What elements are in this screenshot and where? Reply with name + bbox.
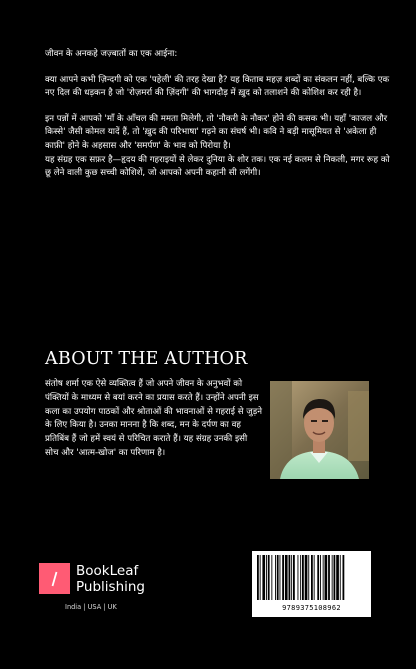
author-bio: संतोष शर्मा एक ऐसे व्यक्तित्व हैं जो अपने जीवन के अनुभवों को पंक्तियों के माध्यम से बयां करने का प्रयास करते हैं। उन्होंने अपनी इस कला का उपयोग पाठकों और श्रोताओं की भावनाओं से गहराई से जुड़ने के लिए किया है। उनका मानना है कि शब्द, मन के दर्पण का वह प्रतिबिंब हैं जो हमें स्वयं से परिचित कराते हैं। यह संग्रह उनकी इसी सोच और 'आत्म-खोज' का परिणाम है। [45, 379, 262, 458]
barcode-bar [260, 555, 261, 600]
blurb-paragraph-1: क्या आपने कभी ज़िन्दगी को एक 'पहेली' की तरह देखा है? यह किताब महज़ शब्दों का संकलन नहीं, बल्कि एक नए दिल की धड़कन है जो 'रोज़मर्रा की ज़िंदगी' की भागदौड़ में ख़ुद को तलाशने की कोशिश कर रही है। [45, 74, 390, 99]
blurb-paragraph-2: इन पन्नों में आपको 'माँ के आँचल की ममता मिलेगी, तो 'नौकरी के नौकर' होने की कसक भी। यहाँ 'काजल और किस्से' जैसी कोमल यादें हैं, तो 'ख़ुद की परिभाषा' गढ़ने का संघर्ष भी। कवि ने बड़ी मासूमियत से 'अकेला ही काफ़ी' होने के अहसास और 'समर्पण' के भाव को पिरोया है। [45, 113, 388, 151]
barcode-bar [285, 555, 288, 600]
back-cover-blurb [45, 48, 390, 181]
publisher-name-line-1: BookLeaf [76, 563, 139, 579]
author-photo [270, 381, 369, 479]
publisher-regions: India | USA | UK [65, 603, 117, 611]
barcode-bar [271, 555, 272, 600]
barcode-bar [323, 555, 324, 600]
barcode-bar [293, 555, 295, 600]
barcode-bar [336, 555, 339, 600]
publisher-name-line-2: Publishing [76, 579, 145, 595]
barcode-bar [302, 555, 304, 600]
barcode-bar [317, 555, 319, 600]
barcode-bar [332, 555, 333, 600]
barcode-bar [328, 555, 330, 600]
barcode-bar [334, 555, 336, 600]
barcode-bar [320, 555, 321, 600]
barcode-bar [268, 555, 270, 600]
barcode-bar [282, 555, 284, 600]
barcode-bar [280, 555, 281, 600]
blurb-paragraph-3: यह संग्रह एक सफ़र है—हृदय की गहराइयों से लेकर दुनिया के शोर तक। एक नई कलम से निकली, मगर रूह को छू लेने वाली कुछ सच्ची कोशिशें, जो आपको अपनी कहानी सी लगेंगी। [45, 154, 390, 179]
barcode-bar [305, 555, 308, 600]
barcode-bar [314, 555, 315, 600]
barcode-bar [277, 555, 279, 600]
barcode-bar [257, 555, 259, 600]
barcode-bar [300, 555, 301, 600]
barcode-bar [311, 555, 313, 600]
barcode-bar [343, 555, 345, 600]
isbn-barcode [252, 551, 371, 617]
blurb-intro: जीवन के अनकहे जज़्बातों का एक आईना: [45, 49, 178, 59]
barcode-bar [266, 555, 267, 600]
barcode-bar [262, 555, 265, 600]
barcode-bar [325, 555, 328, 600]
author-portrait-image [270, 381, 369, 479]
barcode-bar [289, 555, 291, 600]
barcode-bar [340, 555, 341, 600]
barcode-bar [291, 555, 292, 600]
about-author-heading: ABOUT THE AUTHOR [45, 349, 248, 369]
bookleaf-logo-icon [39, 563, 70, 594]
barcode-bar [308, 555, 309, 600]
isbn-number: 9789375108962 [282, 604, 341, 612]
barcode-bars [252, 551, 371, 603]
barcode-bar [298, 555, 299, 600]
barcode-bar [275, 555, 276, 600]
